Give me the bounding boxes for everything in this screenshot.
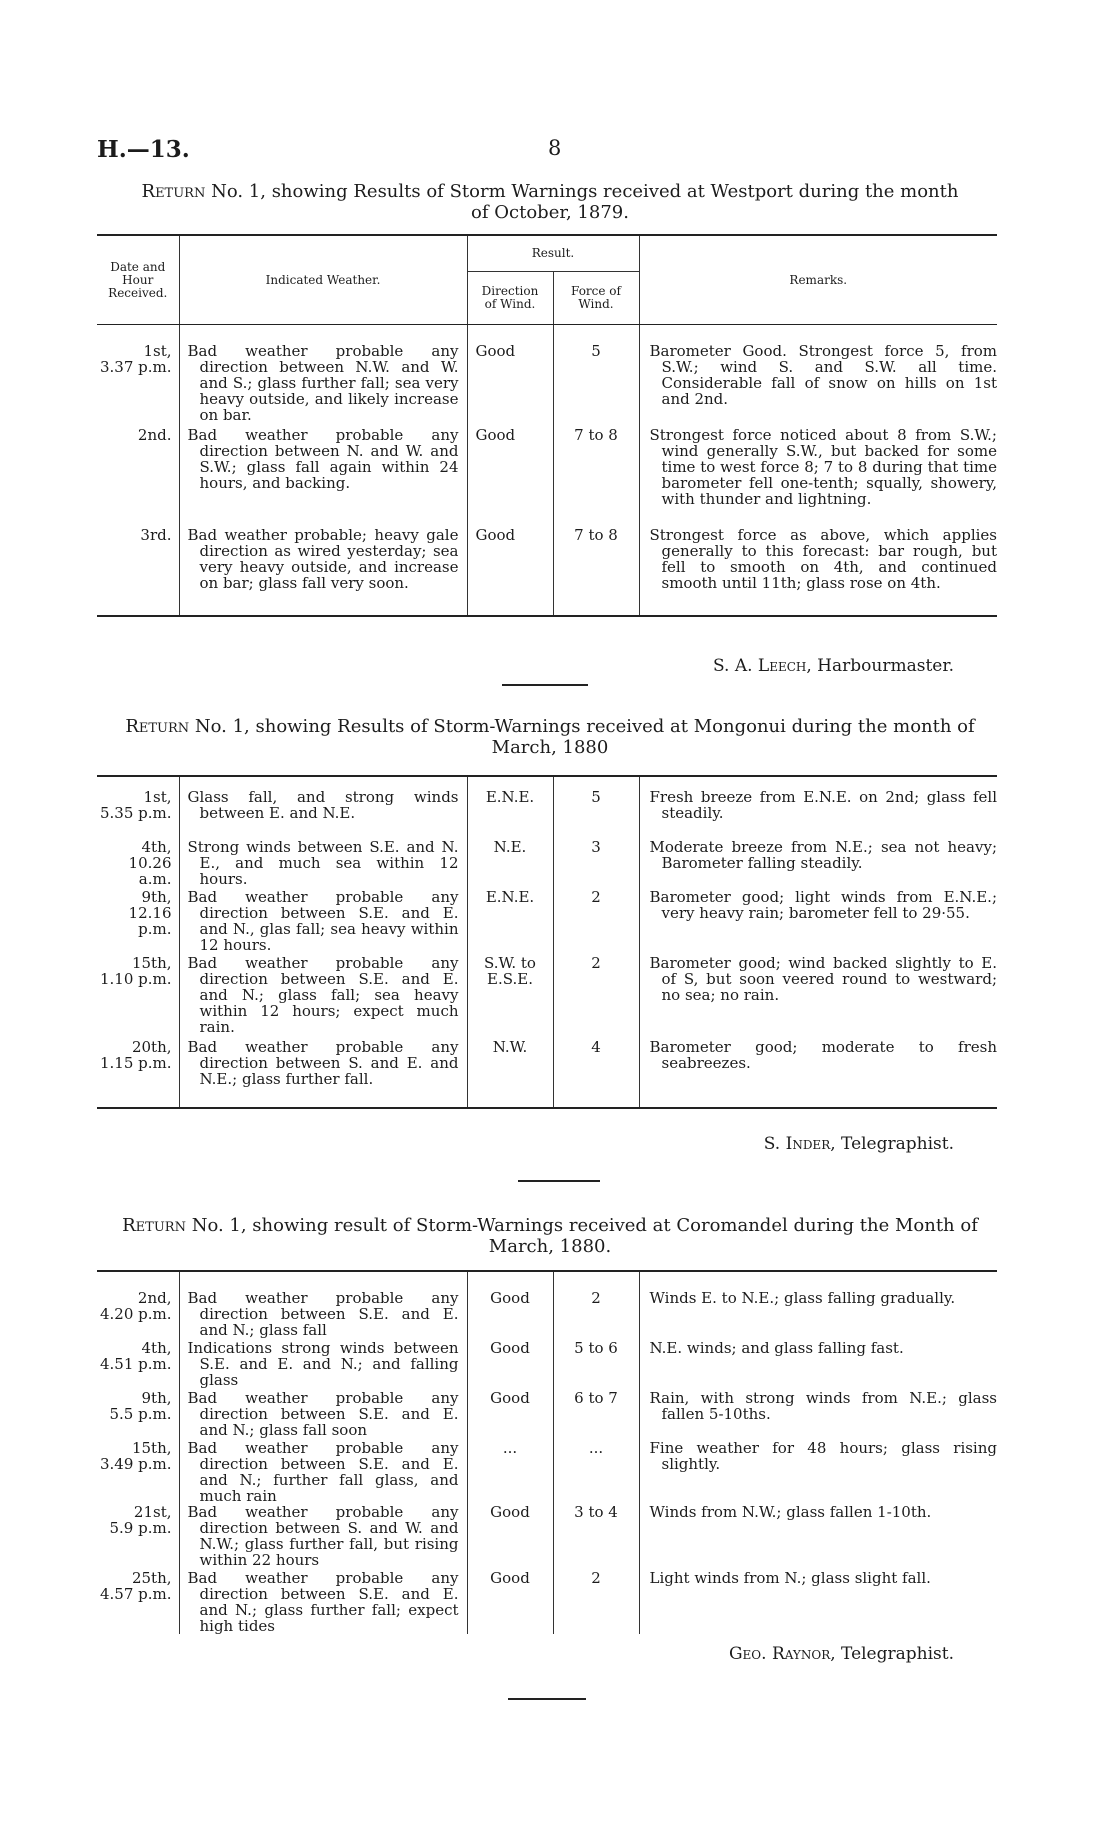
row-direction: Good [467, 1390, 553, 1440]
return-title-line2: of October, 1879. [471, 202, 629, 223]
row-force: 7 to 8 [553, 527, 639, 616]
row-force: 4 [553, 1039, 639, 1108]
row-remarks: Fresh breeze from E.N.E. on 2nd; glass fell steadily. [649, 788, 997, 822]
row-remarks: Winds from N.W.; glass fallen 1-10th. [649, 1503, 932, 1521]
signature-role: Harbourmaster. [811, 656, 954, 676]
row-remarks: N.E. winds; and glass falling fast. [649, 1339, 904, 1357]
row-direction: Good [467, 427, 553, 527]
row-force: 2 [553, 889, 639, 955]
table-row [97, 1570, 997, 1634]
row-date: 4th, [141, 1339, 172, 1357]
row-force: 6 to 7 [553, 1390, 639, 1440]
signature-mongonui [764, 1134, 954, 1154]
row-remarks: Barometer Good. Strongest force 5, from S.W.; wind S. and S.W. all time. Considerable fall of snow on hills on 1st and 2nd. [649, 342, 997, 408]
section-divider [518, 1180, 600, 1182]
force-header: Force of Wind. [553, 272, 639, 325]
page-id: H.—13. [97, 136, 190, 163]
row-date: 9th, [141, 1389, 172, 1407]
row-force: 5 [553, 343, 639, 427]
row-time: 3.37 p.m. [99, 358, 172, 376]
row-remarks: Strongest force noticed about 8 from S.W.; wind generally S.W., but backed for some time to west force 8; 7 to 8 during that time barometer fell one-tenth; squally, showery, with thunder and lightning. [649, 426, 997, 508]
row-date: 9th, [141, 888, 172, 906]
row-indicated: Indications strong winds between S.E. and E. and N.; and falling glass [187, 1339, 459, 1389]
row-direction: Good [467, 1504, 553, 1570]
signature-role: Telegraphist. [835, 1134, 954, 1154]
row-date: 25th, [131, 1569, 172, 1587]
table-row [97, 427, 997, 527]
row-time: 10.26 a.m. [128, 854, 172, 888]
row-date: 15th, [131, 1439, 172, 1457]
row-direction: ... [467, 1440, 553, 1504]
result-header: Result. [467, 235, 639, 272]
row-date: 1st, [143, 788, 172, 806]
row-time: 4.20 p.m. [99, 1305, 172, 1323]
date-header: Date and Hour Received. [97, 235, 179, 325]
signature-role: Telegraphist. [835, 1644, 954, 1664]
row-remarks: Moderate breeze from N.E.; sea not heavy; Barometer falling steadily. [649, 838, 997, 872]
row-direction: Good [467, 1570, 553, 1634]
row-date: 21st, [133, 1503, 172, 1521]
table-row [97, 1440, 997, 1504]
row-time: 4.57 p.m. [99, 1585, 172, 1603]
row-time: 5.5 p.m. [109, 1405, 172, 1423]
row-force: 5 [553, 789, 639, 839]
table-row [97, 889, 997, 955]
table-row [97, 527, 997, 616]
row-indicated: Bad weather probable any direction between S. and W. and N.W.; glass further fall, but rising within 22 hours [187, 1503, 459, 1569]
row-direction: N.W. [467, 1039, 553, 1108]
table-row [97, 1504, 997, 1570]
row-direction: E.N.E. [467, 789, 553, 839]
section-divider [502, 684, 588, 686]
row-indicated: Bad weather probable any direction between S.E. and E. and N.; glass further fall; expect high tides [187, 1569, 459, 1635]
row-time: 4.51 p.m. [99, 1355, 172, 1373]
row-force: 5 to 6 [553, 1340, 639, 1390]
table-row [97, 789, 997, 839]
row-time: 12.16 p.m. [128, 904, 172, 938]
return-title-line2: March, 1880. [488, 1236, 612, 1257]
row-direction: Good [467, 343, 553, 427]
signature-westport [713, 656, 954, 676]
row-indicated: Bad weather probable any direction between S.E. and E. and N., glas fall; sea heavy within 12 hours. [187, 888, 459, 954]
table-row [97, 343, 997, 427]
table-row [97, 1039, 997, 1108]
row-direction: N.E. [467, 839, 553, 889]
row-remarks: Barometer good; moderate to fresh seabreezes. [649, 1038, 997, 1072]
row-force: ... [553, 1440, 639, 1504]
signature-name: S. Inder, [763, 1134, 836, 1154]
row-indicated: Bad weather probable; heavy gale direction as wired yesterday; sea very heavy outside, and increase on bar; glass fall very soon. [187, 526, 459, 592]
return-title-westport [110, 181, 990, 223]
return-title-word: Return [141, 181, 206, 202]
indicated-header: Indicated Weather. [179, 235, 467, 325]
table-row [97, 839, 997, 889]
return-title-text: No. 1, showing result of Storm-Warnings received at Coromandel during the Month of [185, 1215, 978, 1236]
row-indicated: Strong winds between S.E. and N. E., and much sea within 12 hours. [187, 838, 459, 888]
table-row [97, 1390, 997, 1440]
row-indicated: Bad weather probable any direction between S.E. and E. and N.; glass fall [187, 1289, 459, 1339]
row-direction: E.N.E. [467, 889, 553, 955]
table-row [97, 955, 997, 1039]
return-title-text: No. 1, showing Results of Storm Warnings received at Westport during the month [205, 181, 959, 202]
signature-name: Geo. Raynor, [728, 1644, 836, 1664]
row-direction: Good [467, 1290, 553, 1340]
row-date: 3rd. [140, 526, 172, 544]
row-date: 4th, [141, 838, 172, 856]
row-force: 2 [553, 955, 639, 1039]
row-remarks: Barometer good; wind backed slightly to E. of S, but soon veered round to westward; no sea; no rain. [649, 954, 997, 1004]
row-direction: S.W. to E.S.E. [467, 955, 553, 1039]
row-time: 5.9 p.m. [109, 1519, 172, 1537]
coromandel-table [97, 1270, 997, 1634]
return-title-line2: March, 1880 [491, 737, 609, 758]
row-direction: Good [467, 527, 553, 616]
westport-table [97, 234, 997, 617]
row-date: 20th, [131, 1038, 172, 1056]
table-row [97, 1290, 997, 1340]
return-title-word: Return [125, 716, 190, 737]
page-number: 8 [548, 136, 562, 160]
row-time: 5.35 p.m. [99, 804, 172, 822]
row-time: 1.10 p.m. [99, 970, 172, 988]
row-remarks: Strongest force as above, which applies generally to this forecast: bar rough, but fell to smooth on 4th, and continued smooth until 11th; glass rose on 4th. [649, 526, 997, 592]
section-divider [508, 1698, 586, 1700]
row-time: 1.15 p.m. [99, 1054, 172, 1072]
row-date: 2nd. [137, 426, 172, 444]
return-title-word: Return [122, 1215, 186, 1236]
row-date: 15th, [131, 954, 172, 972]
row-force: 3 [553, 839, 639, 889]
table-row [97, 1340, 997, 1390]
row-remarks: Winds E. to N.E.; glass falling gradually. [649, 1289, 956, 1307]
row-remarks: Fine weather for 48 hours; glass rising slightly. [649, 1439, 997, 1473]
row-remarks: Rain, with strong winds from N.E.; glass fallen 5-10ths. [649, 1389, 997, 1423]
return-title-mongonui [110, 716, 990, 758]
return-title-text: No. 1, showing Results of Storm-Warnings received at Mongonui during the month of [189, 716, 975, 737]
mongonui-table [97, 775, 997, 1109]
remarks-header: Remarks. [639, 235, 997, 325]
return-title-coromandel [110, 1215, 990, 1257]
row-force: 7 to 8 [553, 427, 639, 527]
row-date: 1st, [143, 342, 172, 360]
row-indicated: Glass fall, and strong winds between E. and N.E. [187, 788, 459, 822]
row-remarks: Barometer good; light winds from E.N.E.; very heavy rain; barometer fell to 29·55. [649, 888, 997, 922]
row-remarks: Light winds from N.; glass slight fall. [649, 1569, 931, 1587]
row-indicated: Bad weather probable any direction between S. and E. and N.E.; glass further fall. [187, 1038, 459, 1088]
row-date: 2nd, [137, 1289, 172, 1307]
signature-coromandel [729, 1644, 954, 1664]
row-force: 2 [553, 1290, 639, 1340]
row-force: 3 to 4 [553, 1504, 639, 1570]
row-indicated: Bad weather probable any direction between N. and W. and S.W.; glass fall again within 24 hours, and backing. [187, 426, 459, 492]
row-direction: Good [467, 1340, 553, 1390]
row-indicated: Bad weather probable any direction between S.E. and E. and N.; glass fall soon [187, 1389, 459, 1439]
row-force: 2 [553, 1570, 639, 1634]
row-time: 3.49 p.m. [99, 1455, 172, 1473]
direction-header: Direction of Wind. [467, 272, 553, 325]
row-indicated: Bad weather probable any direction between S.E. and E. and N.; glass fall; sea heavy within 12 hours; expect much rain. [187, 954, 459, 1036]
row-indicated: Bad weather probable any direction between S.E. and E. and N.; further fall glass, and much rain [187, 1439, 459, 1505]
row-indicated: Bad weather probable any direction between N.W. and W. and S.; glass further fall; sea very heavy outside, and likely increase on bar. [187, 342, 459, 424]
signature-name: S. A. Leech, [712, 656, 812, 676]
